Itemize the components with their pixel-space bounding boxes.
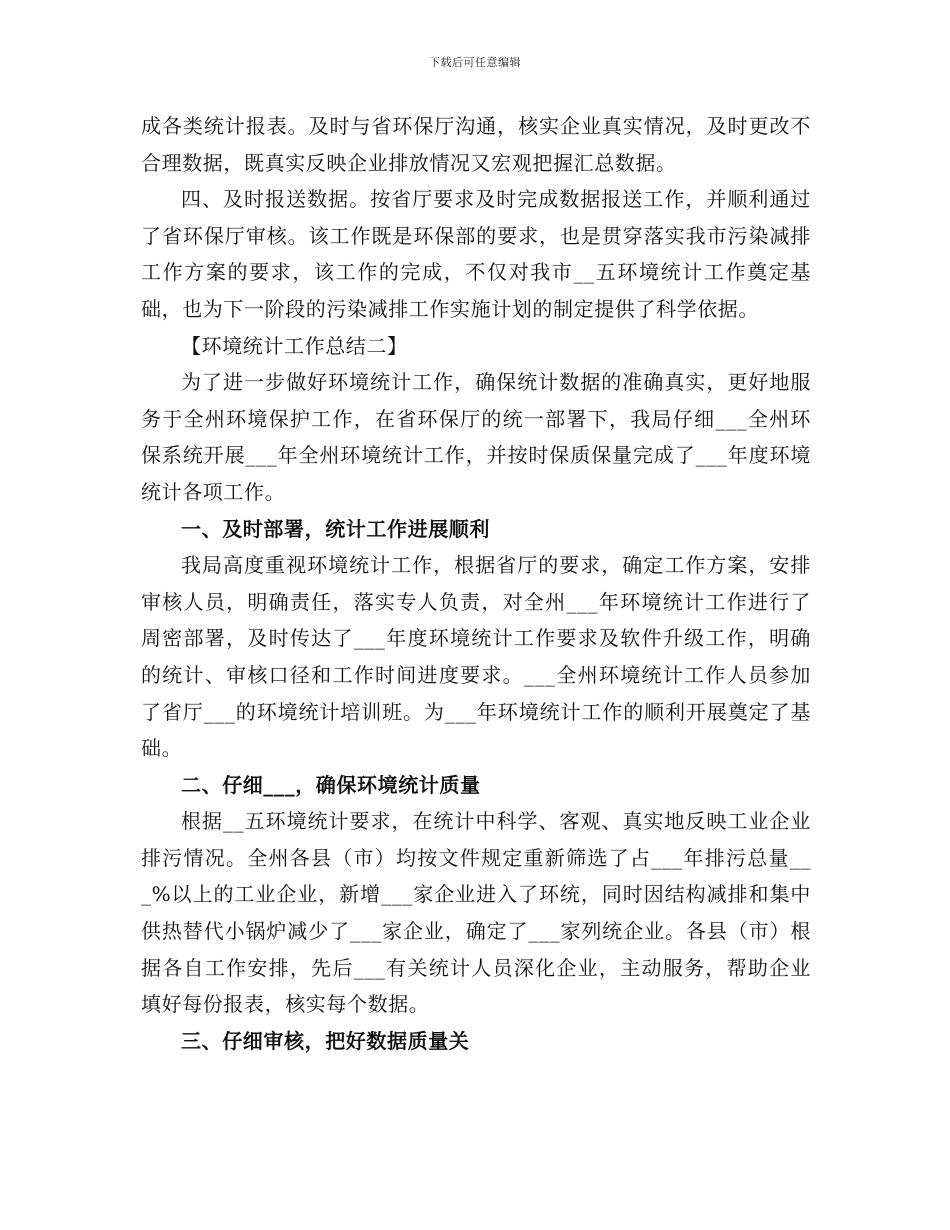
page-header: 下载后可任意编辑 [429, 56, 521, 69]
paragraph-continuation: 成各类统计报表。及时与省环保厅沟通，核实企业真实情况，及时更改不合理数据，既真实反映企业排放情况又宏观把握汇总数据。 [141, 114, 811, 175]
heading-three: 三、仔细审核，把好数据质量关 [181, 1028, 470, 1053]
section-title-summary-two: 【环境统计工作总结二】 [181, 333, 408, 358]
heading-one: 一、及时部署，统计工作进展顺利 [181, 516, 490, 541]
paragraph-intro: 为了进一步做好环境统计工作，确保统计数据的准确真实，更好地服务于全州环境保护工作，在省环保厅的统一部署下，我局仔细___全州环保系统开展___年全州环境统计工作，并按时保质保量完成了___年度环境统计各项工作。 [141, 370, 811, 504]
heading-two: 二、仔细___，确保环境统计质量 [181, 772, 481, 797]
paragraph-item-four: 四、及时报送数据。按省厅要求及时完成数据报送工作，并顺利通过了省环保厅审核。该工作既是环保部的要求，也是贯穿落实我市污染减排工作方案的要求，该工作的完成，不仅对我市__五环境统计工作奠定基础，也为下一阶段的污染减排工作实施计划的制定提供了科学依据。 [141, 187, 811, 321]
paragraph-two: 根据__五环境统计要求，在统计中科学、客观、真实地反映工业企业排污情况。全州各县（市）均按文件规定重新筛选了占___年排污总量___%以上的工业企业，新增___家企业进入了环统，同时因结构减排和集中供热替代小锅炉减少了___家企业，确定了___家列统企业。各县（市）根据各自工作安排，先后___有关统计人员深化企业，主动服务，帮助企业填好每份报表，核实每个数据。 [141, 809, 811, 1017]
document-body [141, 108, 811, 1059]
paragraph-one: 我局高度重视环境统计工作，根据省厅的要求，确定工作方案，安排审核人员，明确责任，落实专人负责，对全州___年环境统计工作进行了周密部署，及时传达了___年度环境统计工作要求及软件升级工作，明确的统计、审核口径和工作时间进度要求。___全州环境统计工作人员参加了省厅___的环境统计培训班。为___年环境统计工作的顺利开展奠定了基础。 [141, 553, 811, 761]
